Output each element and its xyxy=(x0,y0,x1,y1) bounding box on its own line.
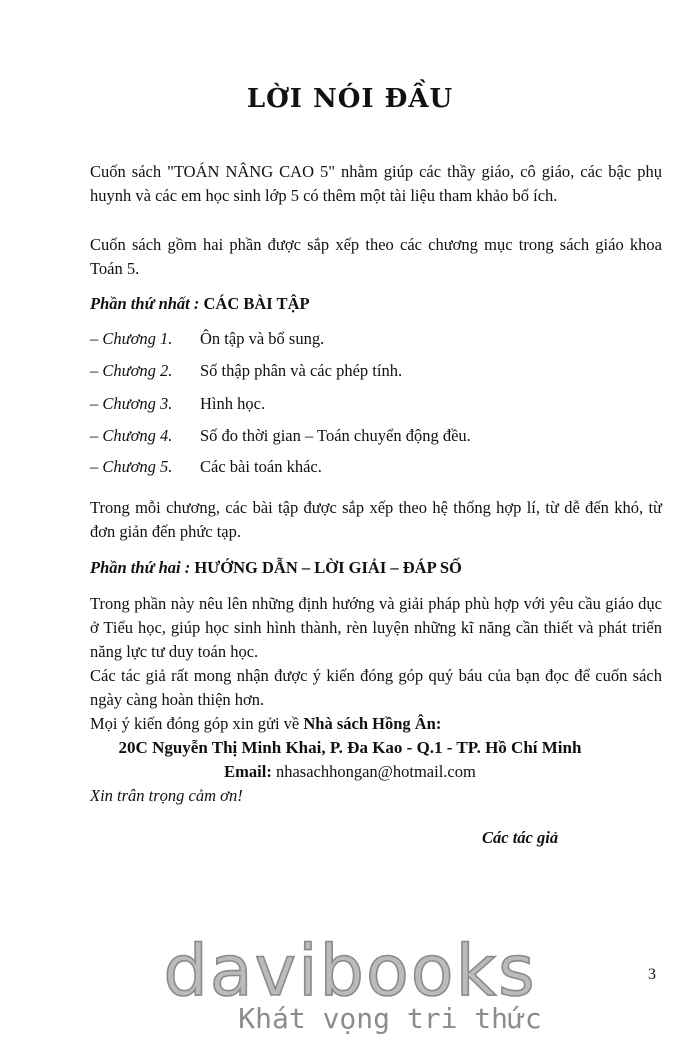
chapter-text: Số đo thời gian – Toán chuyển động đều. xyxy=(200,426,471,445)
part1-label: Phần thứ nhất : xyxy=(90,294,200,313)
send-prefix: Mọi ý kiến đóng góp xin gửi về xyxy=(90,714,300,733)
closing-wish: Các tác giả rất mong nhận được ý kiến đóng góp quý báu của bạn đọc để cuốn sách ngày càng hoàn thiện hơn. xyxy=(90,666,662,709)
chapter-label: Chương 2. xyxy=(102,361,173,380)
chapter-label: Chương 3. xyxy=(102,394,173,413)
page-title: LỜI NÓI ĐẦU xyxy=(246,84,454,114)
chapter-item xyxy=(90,359,403,383)
chapter-text: Số thập phân và các phép tính. xyxy=(200,361,403,380)
intro-paragraph-1: Cuốn sách "TOÁN NÂNG CAO 5" nhằm giúp các thầy giáo, cô giáo, các bậc phụ huynh và các em học sinh lớp 5 có thêm một tài liệu tham khảo bổ ích. xyxy=(90,162,662,205)
email-address: nhasachhongan@hotmail.com xyxy=(275,762,476,781)
chapter-text: Hình học. xyxy=(200,394,266,413)
chapter-dash: – xyxy=(90,394,99,413)
send-line xyxy=(90,712,441,736)
part1-note: Trong mỗi chương, các bài tập được sắp xếp theo hệ thống hợp lí, từ dễ đến khó, từ đơn giản đến phức tạp. xyxy=(90,498,662,541)
chapter-dash: – xyxy=(90,457,99,476)
part1-title: CÁC BÀI TẬP xyxy=(203,294,310,313)
chapter-item xyxy=(90,455,322,479)
intro-paragraph-2: Cuốn sách gồm hai phần được sắp xếp theo các chương mục trong sách giáo khoa Toán 5. xyxy=(90,235,662,278)
part2-title: HƯỚNG DẪN – LỜI GIẢI – ĐÁP SỐ xyxy=(194,558,462,577)
email-line xyxy=(0,760,700,784)
publisher-address: 20C Nguyễn Thị Minh Khai, P. Đa Kao - Q.1 - TP. Hồ Chí Minh xyxy=(118,738,582,757)
part2-body: Trong phần này nêu lên những định hướng và giải pháp phù hợp với yêu cầu giáo dục ở Tiểu học, giúp học sinh hình thành, rèn luyện những kĩ năng cần thiết và phát triển năng lực tư duy toán học. xyxy=(90,594,662,661)
chapter-dash: – xyxy=(90,426,99,445)
watermark-slogan: Khát vọng tri thức xyxy=(238,1002,542,1035)
chapter-dash: – xyxy=(90,361,99,380)
chapter-label: Chương 1. xyxy=(102,329,173,348)
email-label: Email: xyxy=(224,762,272,781)
chapter-item xyxy=(90,424,471,448)
part2-heading xyxy=(90,556,462,580)
chapter-label: Chương 4. xyxy=(102,426,173,445)
watermark-brand: davibooks xyxy=(163,930,537,1012)
chapter-text: Ôn tập và bổ sung. xyxy=(200,329,325,348)
publisher-name: Nhà sách Hồng Ân: xyxy=(303,714,442,733)
chapter-label: Chương 5. xyxy=(102,457,173,476)
signature: Các tác giả xyxy=(482,828,559,847)
chapter-item xyxy=(90,327,325,351)
part2-label: Phần thứ hai : xyxy=(90,558,191,577)
thanks-line: Xin trân trọng cảm ơn! xyxy=(90,786,243,805)
chapter-dash: – xyxy=(90,329,99,348)
chapter-text: Các bài toán khác. xyxy=(200,457,322,476)
page-number: 3 xyxy=(648,966,656,983)
part1-heading xyxy=(90,292,310,316)
chapter-item xyxy=(90,392,266,416)
